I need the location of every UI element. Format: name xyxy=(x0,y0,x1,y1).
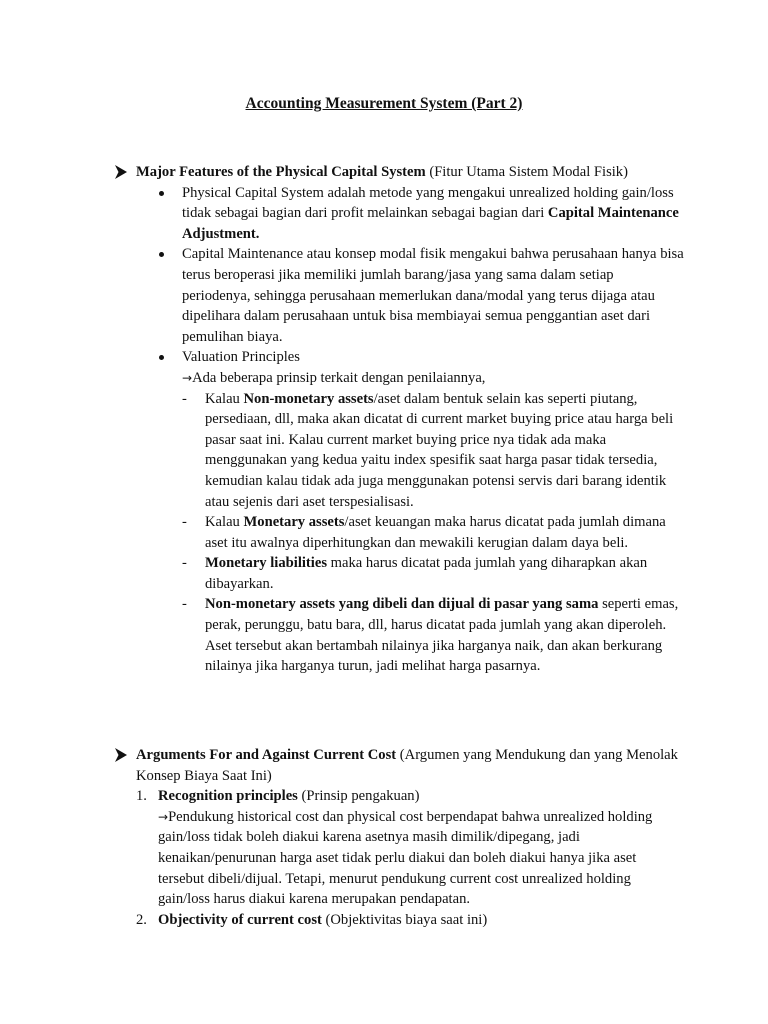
dash-list xyxy=(182,389,684,677)
dash-text: /aset keuangan maka harus dicatat pada jumlah dimana aset itu awalnya diperhitungkan dan mewakili kerugian dalam daya beli. xyxy=(205,514,666,551)
bullet-bold-term: Capital Maintenance Adjustment. xyxy=(182,205,679,242)
dash-bold-term: Non-monetary assets xyxy=(243,390,374,407)
dash-item xyxy=(182,594,684,676)
dash-bold-term: Monetary liabilities xyxy=(205,555,328,572)
bullet-item xyxy=(136,244,684,347)
item-number: 2. xyxy=(136,911,147,928)
section-heading-bold: Major Features of the Physical Capital System xyxy=(136,164,426,180)
section-heading-translation: (Fitur Utama Sistem Modal Fisik) xyxy=(425,164,628,180)
section-physical-capital xyxy=(114,162,684,677)
arrowhead-bullet-icon xyxy=(114,748,128,762)
dash-text: /aset dalam bentuk selain kas seperti piutang, persediaan, dll, maka akan dicatat di current market buying price atau harga beli pasar saat ini. Kalau current market buying price nya tidak ada maka menggunakan yang kedua yaitu index spesifik saat harga pasar tidak tersedia, kemudian kalau tidak ada juga menggunakan potensi servis dari barang identik atau sejenis dari aset terspesialisasi. xyxy=(205,390,674,510)
dash-item xyxy=(182,512,684,553)
item-translation: (Objektivitas biaya saat ini) xyxy=(321,911,488,928)
arrow-paragraph xyxy=(158,807,684,910)
dash-text: Kalau xyxy=(205,390,244,407)
right-arrow-icon: → xyxy=(182,370,193,385)
document-title: Accounting Measurement System (Part 2) xyxy=(245,95,523,112)
bullet-list xyxy=(136,183,684,677)
item-body: Pendukung historical cost dan physical cost berpendapat bahwa unrealized holding gain/loss tidak boleh diakui karena asetnya masih dimilik/dipegang, jadi kenaikan/penurunan harga aset tidak perlu diakui dan boleh diakui hanya jika aset tersebut dibeli/dijual. Tetapi, menurut pendukung current cost unrealized holding gain/loss harus diakui karena merupakan pendapatan. xyxy=(158,808,653,908)
dash-bold-term: Non-monetary assets yang dibeli dan dijual di pasar yang sama xyxy=(205,596,599,613)
section-heading-bold: Arguments For and Against Current Cost xyxy=(136,747,397,763)
section-current-cost-arguments xyxy=(114,745,684,930)
dash-text: Kalau xyxy=(205,514,244,531)
dash-text: maka harus dicatat pada jumlah yang diharapkan akan dibayarkan. xyxy=(205,555,648,592)
item-number: 1. xyxy=(136,788,147,805)
section-heading xyxy=(136,162,684,183)
item-heading xyxy=(158,910,684,931)
item-bold-term: Recognition principles xyxy=(158,788,298,805)
numbered-item xyxy=(136,910,684,931)
bullet-item xyxy=(136,183,684,245)
item-heading xyxy=(158,786,684,807)
dash-item xyxy=(182,553,684,594)
bullet-text: Physical Capital System adalah metode yang mengakui unrealized holding gain/loss tidak sebagai bagian dari profit melainkan sebagai bagian dari xyxy=(182,184,674,222)
section-heading-translation: (Argumen yang Mendukung dan yang Menolak Konsep Biaya Saat Ini) xyxy=(136,747,678,784)
numbered-item xyxy=(136,786,684,910)
item-bold-term: Objectivity of current cost xyxy=(158,911,322,928)
bullet-text: Capital Maintenance atau konsep modal fisik mengakui bahwa perusahaan hanya bisa terus beroperasi jika memiliki jumlah barang/jasa yang sama dalam setiap periodenya, sehingga perusahaan memerlukan dana/modal yang terus dijaga atau dipelihara dalam perusahaan untuk bisa membiayai semua penggantian aset dari pemulihan biaya. xyxy=(182,246,684,345)
dash-text: seperti emas, perak, perunggu, batu bara, dll, harus dicatat pada jumlah yang akan diperoleh. Aset tersebut akan bertambah nilainya jika harganya naik, dan akan berkurang nilainya jika harganya turun, jadi melihat harga pasarnya. xyxy=(205,596,679,675)
section-heading xyxy=(136,745,684,786)
numbered-list xyxy=(136,786,684,930)
arrow-text: Ada beberapa prinsip terkait dengan penilaiannya, xyxy=(192,369,486,386)
dash-item xyxy=(182,389,684,513)
dash-bold-term: Monetary assets xyxy=(243,514,345,531)
right-arrow-icon: → xyxy=(158,809,169,824)
bullet-label: Valuation Principles xyxy=(182,349,300,366)
bullet-item xyxy=(136,347,684,677)
item-translation: (Prinsip pengakuan) xyxy=(297,788,420,805)
arrowhead-bullet-icon xyxy=(114,165,128,179)
arrow-line xyxy=(182,368,684,389)
